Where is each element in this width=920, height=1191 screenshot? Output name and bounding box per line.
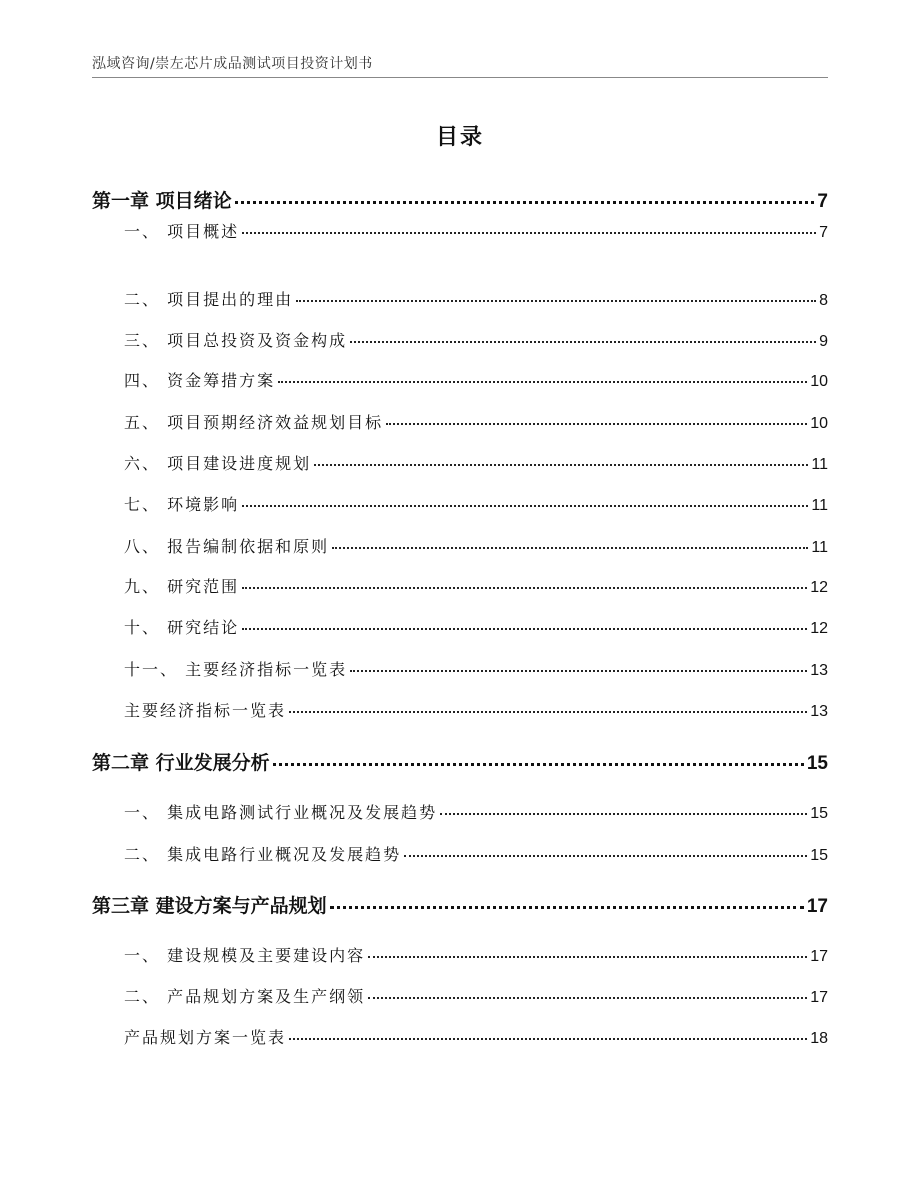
toc-title: 目录: [435, 125, 484, 150]
toc-page-number: 10: [810, 415, 828, 432]
toc-page-number: 17: [810, 948, 828, 965]
toc-page-number: 11: [811, 497, 828, 514]
toc-chapter-entry[interactable]: [92, 891, 828, 918]
toc-chapter-entry[interactable]: [92, 186, 828, 213]
toc-entry-label: 七、 环境影响: [124, 495, 240, 514]
toc-entry-label: 十一、 主要经济指标一览表: [124, 660, 348, 679]
toc-entry-label: 八、 报告编制依据和原则: [124, 537, 330, 556]
toc-dot-leader: [296, 300, 816, 302]
toc-entry-label: 一、 建设规模及主要建设内容: [124, 946, 366, 965]
toc-entry-label: 二、 产品规划方案及生产纲领: [124, 987, 366, 1006]
toc-page-number: 8: [819, 292, 828, 309]
toc-dot-leader: [350, 341, 816, 343]
toc-section-entry[interactable]: [124, 219, 828, 242]
toc-section-entry[interactable]: [124, 800, 828, 823]
toc-entry-label: 主要经济指标一览表: [124, 701, 287, 720]
toc-page-number: 15: [806, 753, 828, 774]
toc-page-number: 15: [810, 805, 828, 822]
toc-entry-label: 九、 研究范围: [124, 577, 240, 596]
toc-section-entry[interactable]: [124, 698, 828, 721]
toc-dot-leader: [330, 906, 804, 909]
toc-entry-label: 产品规划方案一览表: [124, 1028, 287, 1047]
toc-entry-label: 二、 集成电路行业概况及发展趋势: [124, 845, 402, 864]
toc-dot-leader: [386, 423, 807, 425]
toc-entry-label: 十、 研究结论: [124, 618, 240, 637]
toc-dot-leader: [242, 232, 816, 234]
toc-section-entry[interactable]: [124, 1025, 828, 1048]
toc-section-entry[interactable]: [124, 534, 828, 557]
toc-dot-leader: [368, 997, 807, 999]
toc-dot-leader: [368, 956, 807, 958]
toc-chapter-entry[interactable]: [92, 748, 828, 775]
toc-dot-leader: [332, 547, 808, 549]
toc-page-number: 18: [810, 1030, 828, 1047]
toc-page-number: 11: [811, 539, 828, 556]
toc-page-number: 15: [810, 847, 828, 864]
toc-entry-label: 一、 集成电路测试行业概况及发展趋势: [124, 803, 438, 822]
toc-entry-label: 六、 项目建设进度规划: [124, 454, 312, 473]
toc-dot-leader: [314, 464, 808, 466]
toc-page-number: 12: [810, 620, 828, 637]
toc-section-entry[interactable]: [124, 451, 828, 474]
toc-page-number: 13: [810, 662, 828, 679]
toc-entry-label: 一、 项目概述: [124, 222, 240, 241]
toc-section-entry[interactable]: [124, 410, 828, 433]
toc-page-number: 9: [819, 333, 828, 350]
toc-dot-leader: [278, 381, 807, 383]
running-header: 泓域咨询/崇左芯片成品测试项目投资计划书: [92, 56, 373, 72]
toc-section-entry[interactable]: [124, 287, 828, 310]
toc-section-entry[interactable]: [124, 842, 828, 865]
toc-section-entry[interactable]: [124, 615, 828, 638]
toc-dot-leader: [440, 813, 807, 815]
toc-dot-leader: [242, 628, 807, 630]
toc-dot-leader: [289, 1038, 807, 1040]
toc-dot-leader: [235, 201, 815, 204]
toc-page-number: 7: [819, 224, 828, 241]
toc-page-number: 7: [817, 191, 828, 212]
header-rule: [92, 77, 828, 78]
toc-page-number: 11: [811, 456, 828, 473]
toc-section-entry[interactable]: [124, 943, 828, 966]
toc-section-entry[interactable]: [124, 657, 828, 680]
toc-page-number: 17: [810, 989, 828, 1006]
toc-page-number: 17: [806, 896, 828, 917]
toc-entry-label: 第三章 建设方案与产品规划: [92, 895, 327, 917]
toc-entry-label: 第一章 项目绪论: [92, 190, 232, 212]
toc-entry-label: 五、 项目预期经济效益规划目标: [124, 413, 384, 432]
toc-page-number: 13: [810, 703, 828, 720]
toc-dot-leader: [242, 505, 808, 507]
toc-page-number: 12: [810, 579, 828, 596]
toc-page-number: 10: [810, 373, 828, 390]
toc-section-entry[interactable]: [124, 368, 828, 391]
toc-entry-label: 第二章 行业发展分析: [92, 752, 270, 774]
toc-entry-label: 二、 项目提出的理由: [124, 290, 294, 309]
toc-section-entry[interactable]: [124, 574, 828, 597]
toc-section-entry[interactable]: [124, 328, 828, 351]
toc-section-entry[interactable]: [124, 984, 828, 1007]
toc-dot-leader: [289, 711, 807, 713]
toc-dot-leader: [404, 855, 807, 857]
toc-section-entry[interactable]: [124, 492, 828, 515]
toc-entry-label: 四、 资金筹措方案: [124, 371, 276, 390]
toc-dot-leader: [242, 587, 807, 589]
toc-dot-leader: [350, 670, 807, 672]
toc-entry-label: 三、 项目总投资及资金构成: [124, 331, 348, 350]
toc-dot-leader: [273, 763, 804, 766]
